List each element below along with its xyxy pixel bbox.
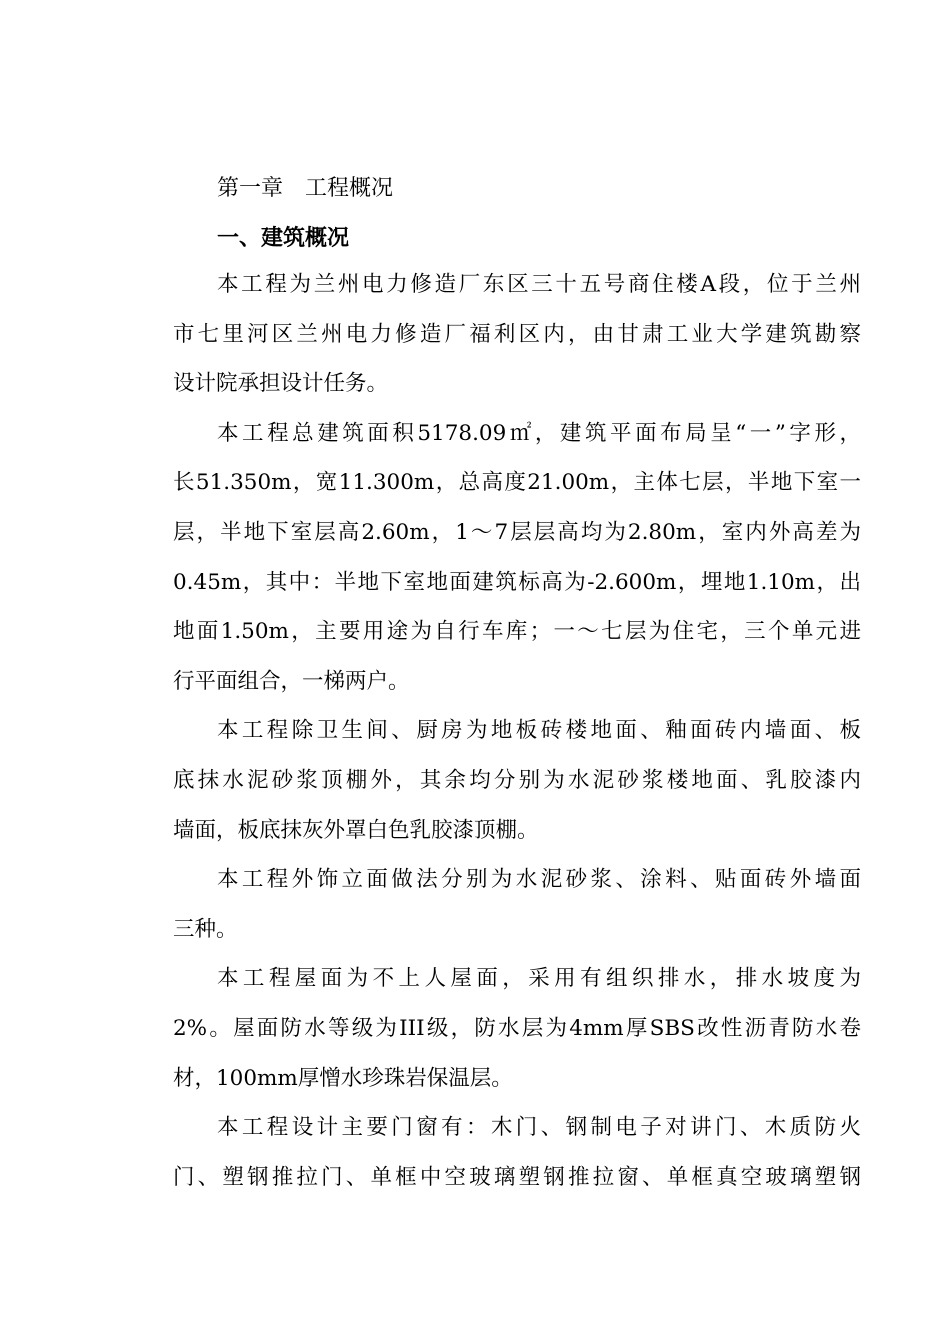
paragraph-interior-finishes [173,706,861,855]
paragraph-line: 三种。 [173,916,238,942]
paragraph-exterior-finishes [173,855,861,954]
paragraph-line: 墙面，板底抹灰外罩白色乳胶漆顶棚。 [173,817,539,843]
paragraph-line: 本工程屋面为不上人屋面，采用有组织排水，排水坡度为 [217,966,861,992]
paragraph-line: 市七里河区兰州电力修造厂福利区内，由甘肃工业大学建筑勘察 [173,321,861,347]
paragraph-doors-windows [173,1103,861,1202]
paragraph-line: 地面1.50m，主要用途为自行车库；一～七层为住宅，三个单元进 [173,619,861,645]
paragraph-building-dimensions [173,409,861,707]
paragraph-line: 设计院承担设计任务。 [173,371,389,397]
paragraph-line: 层，半地下室层高2.60m，1～7层层高均为2.80m，室内外高差为 [173,519,861,545]
paragraph-line: 2%。屋面防水等级为III级，防水层为4mm厚SBS改性沥青防水卷 [173,1015,861,1041]
section-title: 一、建筑概况 [217,226,350,251]
paragraph-line: 0.45m，其中：半地下室地面建筑标高为-2.600m，埋地1.10m，出 [173,569,861,595]
paragraph-line: 本工程总建筑面积5178.09㎡，建筑平面布局呈“一”字形， [217,420,861,446]
paragraph-line: 本工程外饰立面做法分别为水泥砂浆、涂料、贴面砖外墙面 [217,867,861,893]
chapter-title: 第一章 工程概况 [217,176,394,201]
paragraph-line: 门、塑钢推拉门、单框中空玻璃塑钢推拉窗、单框真空玻璃塑钢 [173,1164,861,1190]
paragraph-line: 本工程为兰州电力修造厂东区三十五号商住楼A段，位于兰州 [217,272,861,297]
document-body [173,168,861,1202]
paragraph-line: 本工程除卫生间、厨房为地板砖楼地面、釉面砖内墙面、板 [217,718,861,744]
paragraph-line: 底抹水泥砂浆顶棚外，其余均分别为水泥砂浆楼地面、乳胶漆内 [173,767,861,793]
paragraph-line: 本工程设计主要门窗有：木门、钢制电子对讲门、木质防火 [217,1115,861,1141]
paragraph-roofing [173,954,861,1103]
paragraph-line: 长51.350m，宽11.300m，总高度21.00m，主体七层，半地下室一 [173,470,861,496]
paragraph-project-location [173,260,861,409]
paragraph-line: 行平面组合，一梯两户。 [173,668,410,694]
paragraph-line: 材，100mm厚憎水珍珠岩保温层。 [173,1065,513,1091]
